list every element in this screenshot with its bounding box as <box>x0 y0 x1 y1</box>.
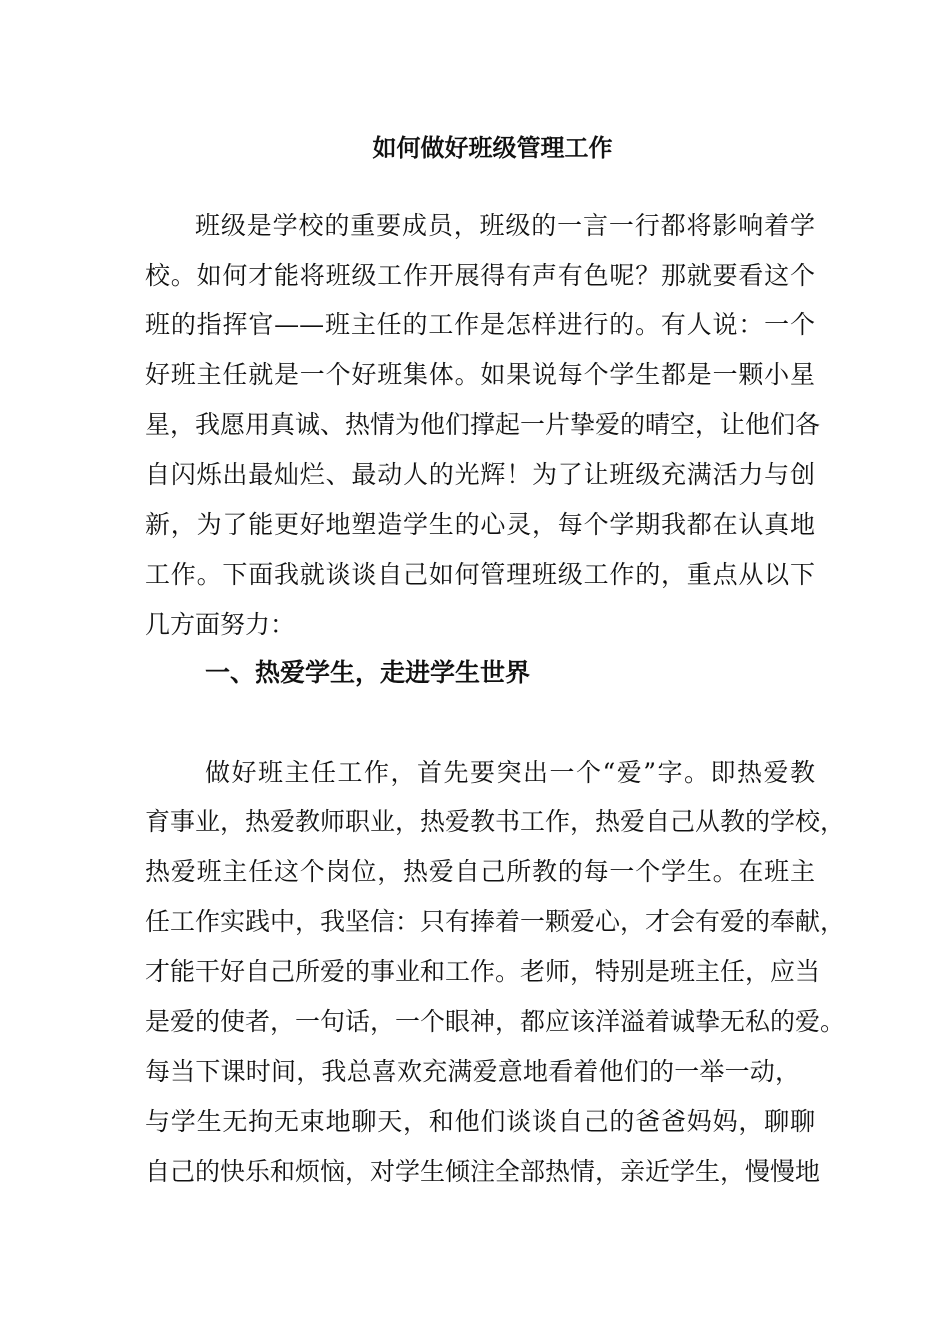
text-line: 是爱的使者，一句话，一个眼神，都应该洋溢着诚挚无私的爱。 <box>145 1007 846 1036</box>
text-line: 才能干好自己所爱的事业和工作。老师，特别是班主任，应当 <box>145 957 821 986</box>
text-line: 新，为了能更好地塑造学生的心灵，每个学期我都在认真地 <box>145 510 815 539</box>
text-line: 好班主任就是一个好班集体。如果说每个学生都是一颗小星 <box>145 360 815 389</box>
text-line: 育事业，热爱教师职业，热爱教书工作，热爱自己从教的学校， <box>145 807 846 836</box>
text-line: 做好班主任工作，首先要突出一个“爱”字。即热爱教 <box>205 758 815 787</box>
document-title: 如何做好班级管理工作 <box>372 133 613 162</box>
text-line: 自己的快乐和烦恼，对学生倾注全部热情，亲近学生，慢慢地 <box>145 1157 821 1186</box>
text-line: 班级是学校的重要成员，班级的一言一行都将影响着学 <box>195 211 815 240</box>
text-line: 每当下课时间，我总喜欢充满爱意地看着他们的一举一动， <box>145 1057 800 1086</box>
text-line: 班的指挥官——班主任的工作是怎样进行的。有人说：一个 <box>145 310 815 339</box>
text-line: 任工作实践中，我坚信：只有捧着一颗爱心，才会有爱的奉献， <box>145 907 846 936</box>
text-line: 工作。下面我就谈谈自己如何管理班级工作的，重点从以下 <box>145 560 815 589</box>
text-line: 自闪烁出最灿烂、最动人的光辉！为了让班级充满活力与创 <box>145 460 815 489</box>
text-line: 热爱班主任这个岗位，热爱自己所教的每一个学生。在班主 <box>145 857 815 886</box>
text-line: 校。如何才能将班级工作开展得有声有色呢？那就要看这个 <box>145 261 815 290</box>
text-line: 几方面努力： <box>145 610 296 639</box>
text-line: 与学生无拘无束地聊天，和他们谈谈自己的爸爸妈妈，聊聊 <box>145 1107 815 1136</box>
text-line: 星，我愿用真诚、热情为他们撑起一片挚爱的晴空，让他们各 <box>145 410 821 439</box>
section-heading: 一、热爱学生，走进学生世界 <box>205 658 531 687</box>
